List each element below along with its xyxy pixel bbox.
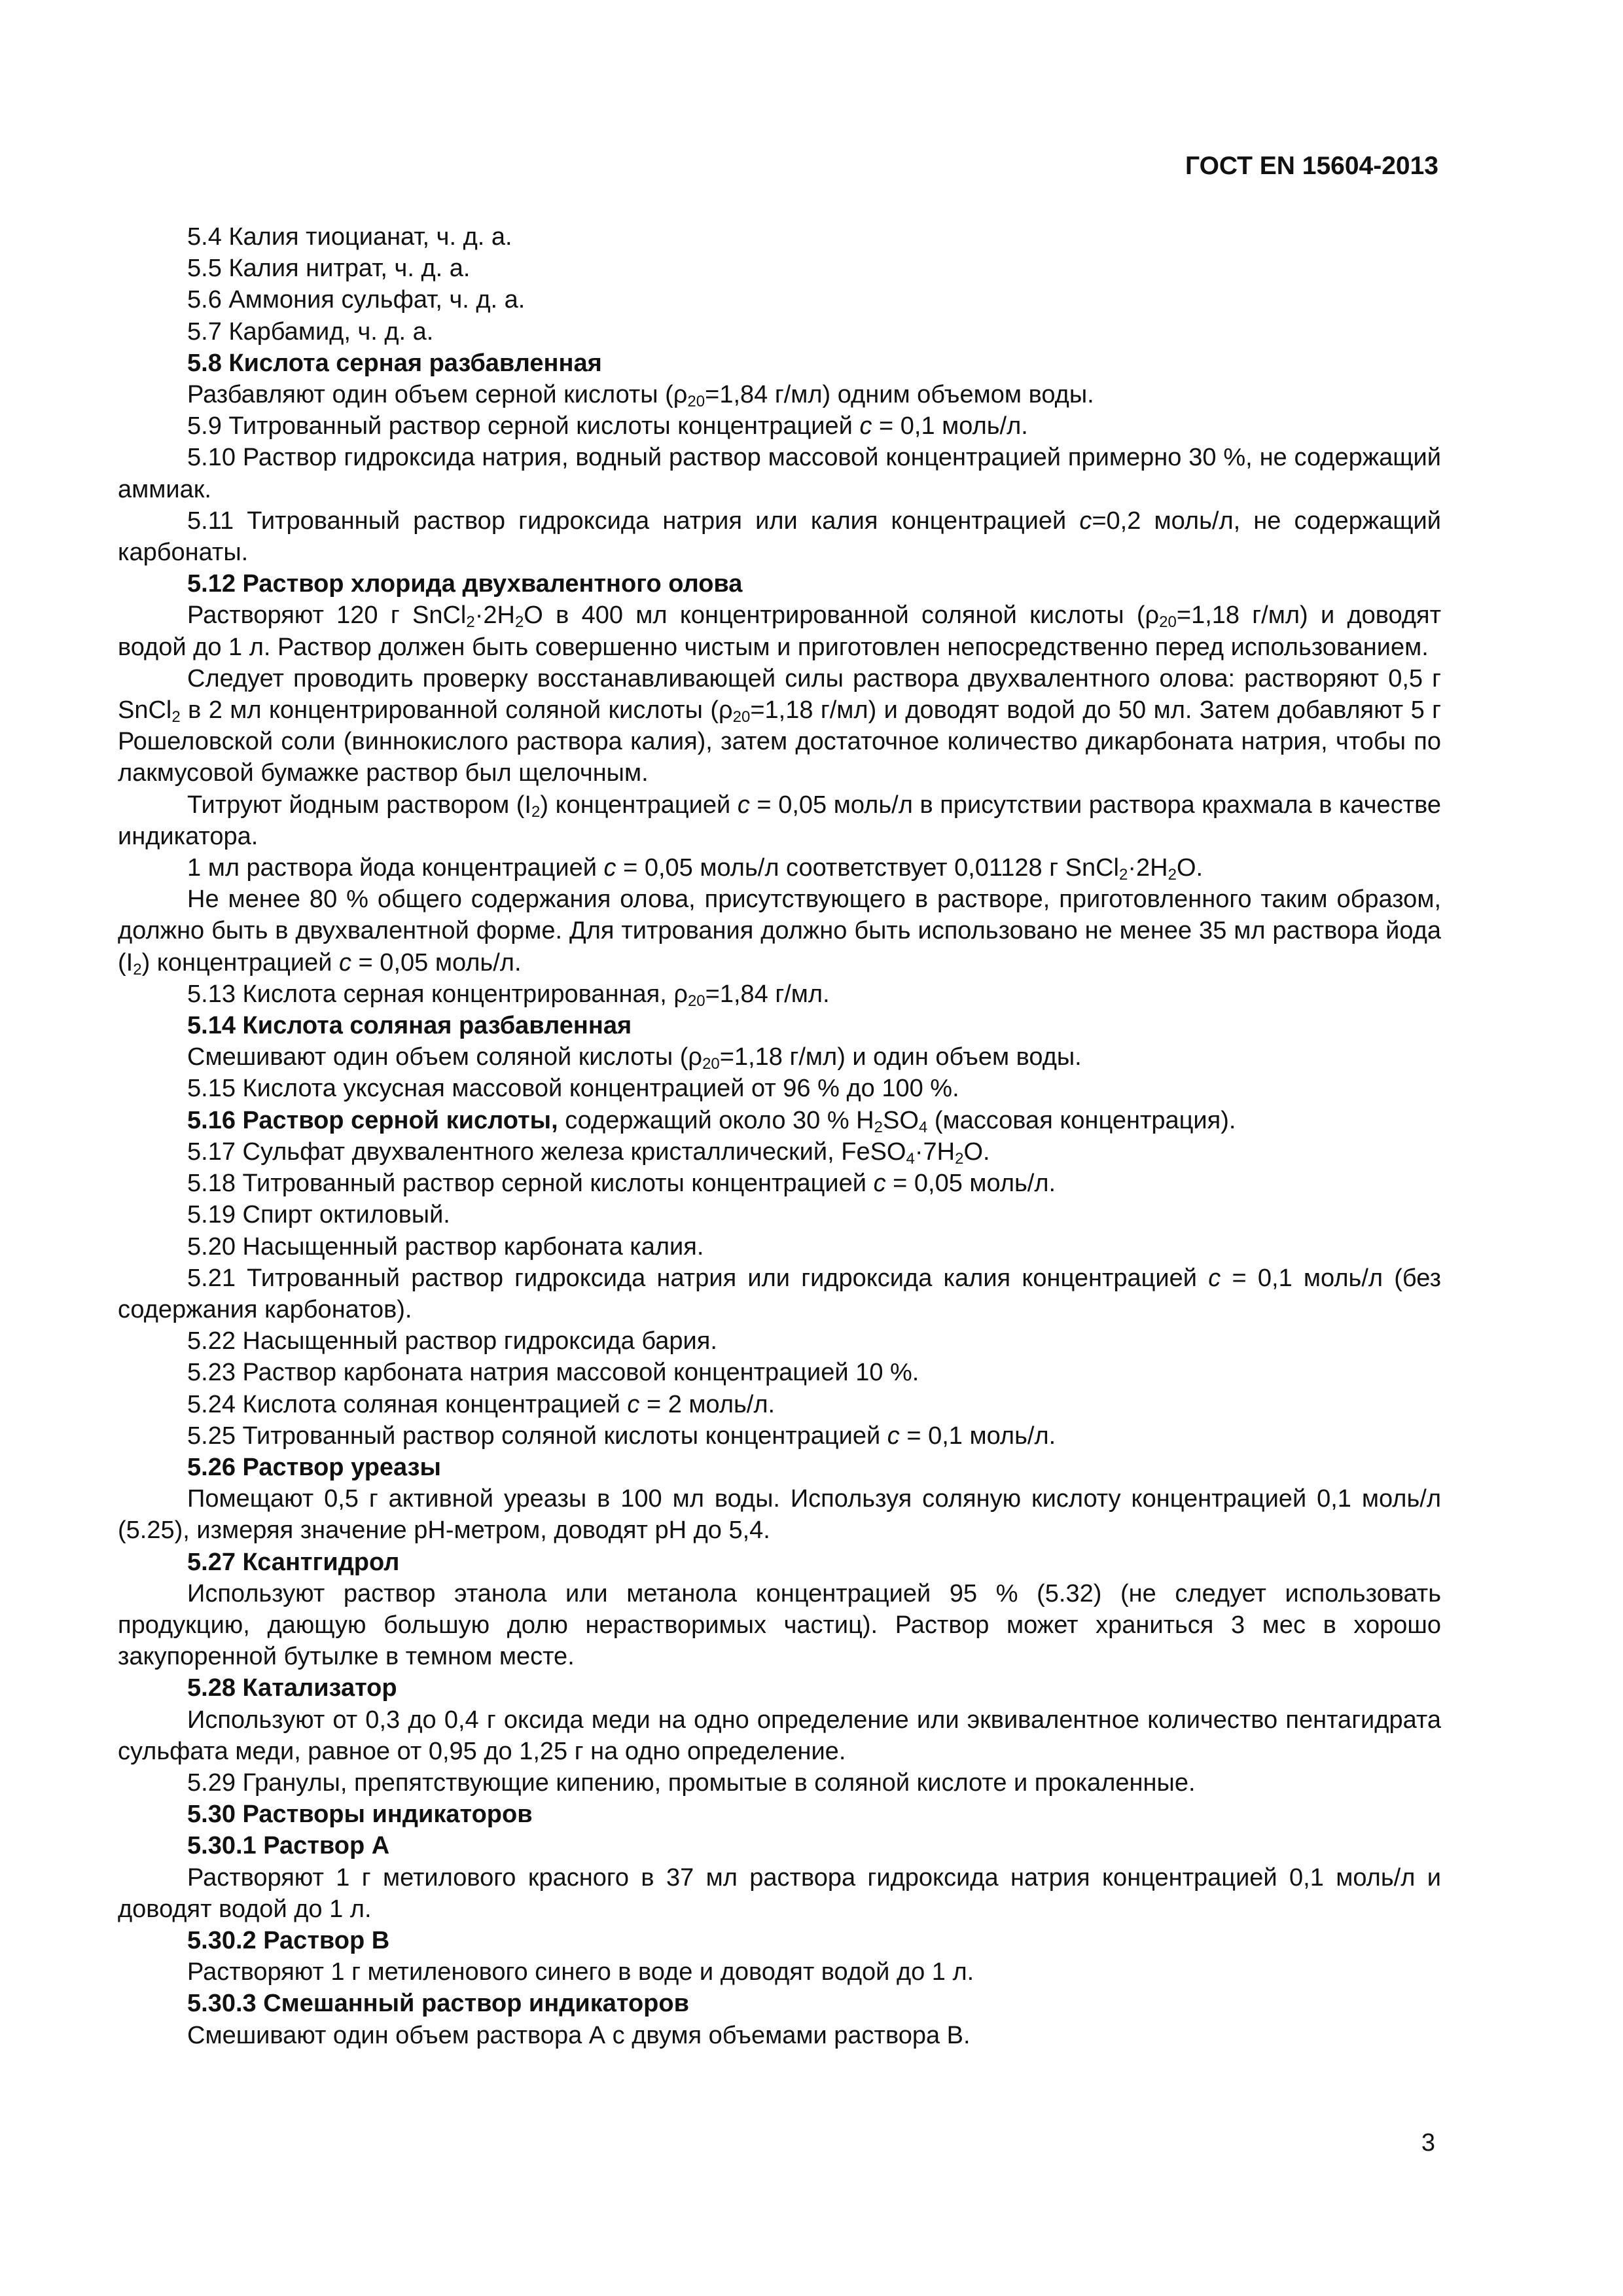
section-heading <box>118 1830 1441 1861</box>
text-run: Не менее 80 % общего содержания олова, присутствующего в растворе, приготовленного таким образом, должно быть в двухвалентной форме. Для титрования должно быть использовано не менее 35 мл раствора йода (I <box>118 886 1441 977</box>
text-run: = 0,05 моль/л соответствует 0,01128 г SnCl <box>616 854 1119 882</box>
text-run: 2 <box>133 960 142 978</box>
text-run: 20 <box>702 1055 720 1073</box>
section-heading <box>118 1010 1441 1041</box>
text-run: 5.23 Раствор карбоната натрия массовой концентрацией 10 %. <box>187 1359 919 1387</box>
paragraph <box>118 1105 1441 1136</box>
text-run: 5.30.2 Раствор В <box>187 1926 390 1954</box>
text-run: =1,84 г/мл. <box>705 980 830 1008</box>
text-run: 5.7 Карбамид, ч. д. а. <box>187 317 434 346</box>
text-run: 5.10 Раствор гидроксида натрия, водный раствор массовой концентрацией примерно 30 %, не содержащий аммиак. <box>118 444 1441 503</box>
text-run: 5.28 Катализатор <box>187 1674 397 1702</box>
text-run: Смешивают один объем соляной кислоты (ρ <box>187 1043 703 1071</box>
paragraph <box>118 1136 1441 1168</box>
text-run: O. <box>1176 854 1204 882</box>
paragraph <box>118 600 1441 662</box>
paragraph <box>118 852 1441 884</box>
text-run: 5.24 Кислота соляная концентрацией <box>187 1390 628 1418</box>
text-run: 20 <box>687 393 705 411</box>
text-run: 4 <box>918 1118 928 1136</box>
text-run: 2 <box>955 1149 964 1168</box>
text-run: 5.27 Ксантгидрол <box>187 1548 400 1576</box>
text-run: c <box>887 1422 900 1450</box>
text-run: в 2 мл концентрированной соляной кислоты (ρ <box>180 696 733 725</box>
paragraph <box>118 1325 1441 1357</box>
text-run: 5.21 Титрованный раствор гидроксида натрия или гидроксида калия концентрацией <box>187 1264 1209 1292</box>
text-run: 5.6 Аммония сульфат, ч. д. а. <box>187 286 526 314</box>
text-run: c <box>859 412 872 440</box>
text-run: 5.30.1 Раствор А <box>187 1832 390 1860</box>
text-run: 5.8 Кислота серная разбавленная <box>187 349 602 377</box>
text-run: 5.12 Раствор хлорида двухвалентного олова <box>187 570 743 598</box>
text-run: ·2H <box>474 601 515 630</box>
text-run: Смешивают один объем раствора А с двумя объемами раствора В. <box>187 2021 971 2049</box>
paragraph <box>118 1862 1441 1925</box>
paragraph <box>118 1483 1441 1546</box>
paragraph <box>118 1389 1441 1420</box>
text-run: SO <box>883 1106 919 1134</box>
paragraph <box>118 505 1441 568</box>
text-run: Помещают 0,5 г активной уреазы в 100 мл воды. Используя соляную кислоту концентрацией 0,1 моль/л (5.25), измеряя значение рН-метром, доводят рН до 5,4. <box>118 1485 1441 1545</box>
text-run: c <box>627 1390 640 1418</box>
section-heading <box>118 348 1441 379</box>
text-run: 5.20 Насыщенный раствор карбоната калия. <box>187 1232 704 1261</box>
text-run: 5.17 Сульфат двухвалентного железа кристаллический, FeSO <box>187 1138 906 1166</box>
text-run: 20 <box>687 992 705 1010</box>
text-run: Используют от 0,3 до 0,4 г оксида меди на одно определение или эквивалентное количество пентагидрата сульфата меди, равное от 0,95 до 1,25 г на одно определение. <box>118 1706 1441 1765</box>
text-run: c <box>737 791 750 819</box>
text-run: 20 <box>1159 613 1177 632</box>
section-heading <box>118 1799 1441 1830</box>
text-run: ) концентрацией <box>540 791 738 819</box>
text-run: = 2 моль/л. <box>639 1390 776 1418</box>
text-run: = 0,05 моль/л в присутствии раствора крахмала в качестве индикатора. <box>118 791 1441 850</box>
text-run: O в 400 мл концентрированной соляной кислоты (ρ <box>524 601 1160 630</box>
text-run: ) концентрацией <box>141 948 339 977</box>
paragraph <box>118 884 1441 978</box>
text-run: ·7H <box>914 1138 955 1166</box>
section-heading <box>118 568 1441 600</box>
text-run: 2 <box>466 613 475 632</box>
text-run: 5.4 Калия тиоцианат, ч. д. а. <box>187 223 512 251</box>
paragraph <box>118 1704 1441 1767</box>
paragraph <box>118 253 1441 284</box>
document-header-gost: ГОСТ EN 15604-2013 <box>1185 152 1438 180</box>
text-run: Следует проводить проверку восстанавливающей силы раствора двухвалентного олова: растворяют 0,5 г SnCl <box>118 664 1441 725</box>
text-run: Растворяют 1 г метиленового синего в воде и доводят водой до 1 л. <box>187 1958 974 1986</box>
text-run: = 0,1 моль/л. <box>872 412 1028 440</box>
text-run: 5.15 Кислота уксусная массовой концентрацией от 96 % до 100 %. <box>187 1075 959 1103</box>
text-run: 5.9 Титрованный раствор серной кислоты концентрацией <box>187 412 860 440</box>
text-run: O. <box>963 1138 990 1166</box>
text-run: = 0,05 моль/л. <box>885 1170 1056 1198</box>
text-run: (массовая концентрация). <box>927 1106 1236 1134</box>
text-run: 5.19 Спирт октиловый. <box>187 1201 450 1229</box>
text-run: 5.13 Кислота серная концентрированная, ρ <box>187 980 688 1008</box>
paragraph <box>118 1199 1441 1230</box>
document-body <box>118 221 1441 2051</box>
section-heading <box>118 1672 1441 1704</box>
text-run: = 0,1 моль/л (без содержания карбонатов). <box>118 1264 1441 1323</box>
paragraph <box>118 1956 1441 1988</box>
text-run: = 0,1 моль/л. <box>899 1422 1056 1450</box>
page-number: 3 <box>1421 2129 1435 2157</box>
text-run: c <box>603 854 616 882</box>
text-run: 20 <box>732 708 751 726</box>
paragraph <box>118 789 1441 852</box>
text-run: 2 <box>874 1118 883 1136</box>
text-run: 5.5 Калия нитрат, ч. д. а. <box>187 255 471 283</box>
text-run: c <box>339 948 351 977</box>
text-run: =0,2 моль/л, не содержащий карбонаты. <box>118 507 1441 567</box>
text-run: 2 <box>1118 866 1128 884</box>
text-run: 2 <box>531 802 541 821</box>
paragraph <box>118 1168 1441 1199</box>
paragraph <box>118 379 1441 410</box>
text-run: ·2H <box>1128 854 1168 882</box>
text-run: содержащий около 30 % H <box>558 1106 874 1134</box>
section-heading <box>118 1988 1441 2019</box>
text-run: 5.30.3 Смешанный раствор индикаторов <box>187 1990 689 2018</box>
text-run: 5.22 Насыщенный раствор гидроксида бария. <box>187 1327 717 1355</box>
text-run: =1,18 г/мл) и доводят водой до 1 л. Раствор должен быть совершенно чистым и приготовлен непосредственно перед использованием. <box>118 601 1441 661</box>
paragraph <box>118 1357 1441 1388</box>
paragraph <box>118 978 1441 1010</box>
section-heading <box>118 1925 1441 1956</box>
paragraph <box>118 316 1441 348</box>
paragraph <box>118 1041 1441 1073</box>
paragraph <box>118 410 1441 442</box>
text-run: c <box>1079 507 1092 535</box>
text-run: c <box>1208 1264 1221 1292</box>
text-run: 5.11 Титрованный раствор гидроксида натрия или калия концентрацией <box>187 507 1080 535</box>
paragraph <box>118 442 1441 505</box>
text-run: Растворяют 120 г SnCl <box>187 601 467 630</box>
text-run: 2 <box>171 708 181 726</box>
text-run: =1,84 г/мл) одним объемом воды. <box>705 381 1094 409</box>
text-run: c <box>873 1170 886 1198</box>
paragraph <box>118 2020 1441 2051</box>
paragraph <box>118 1073 1441 1104</box>
text-run: 5.14 Кислота соляная разбавленная <box>187 1012 632 1040</box>
text-run: 2 <box>1168 866 1177 884</box>
paragraph <box>118 221 1441 253</box>
paragraph <box>118 1263 1441 1325</box>
text-run: 5.30 Растворы индикаторов <box>187 1801 533 1829</box>
text-run: 2 <box>514 613 524 632</box>
text-run: =1,18 г/мл) и доводят водой до 50 мл. Затем добавляют 5 г Рошеловской соли (виннокислого раствора калия), затем достаточное количество дикарбоната натрия, чтобы по лакмусовой бумажке раствор был щелочным. <box>118 696 1442 787</box>
text-run: 5.18 Титрованный раствор серной кислоты концентрацией <box>187 1170 874 1198</box>
text-run: Разбавляют один объем серной кислоты (ρ <box>187 381 688 409</box>
text-run: Используют раствор этанола или метанола концентрацией 95 % (5.32) (не следует использовать продукцию, дающую большую долю нерастворимых частиц). Раствор может храниться 3 мес в хорошо закупоренной бутылке в темном месте. <box>118 1579 1441 1671</box>
paragraph <box>118 284 1441 315</box>
paragraph <box>118 1578 1441 1673</box>
text-run: =1,18 г/мл) и один объем воды. <box>719 1043 1082 1071</box>
paragraph <box>118 663 1441 789</box>
text-run: 5.29 Гранулы, препятствующие кипению, промытые в соляной кислоте и прокаленные. <box>187 1768 1196 1797</box>
text-run: 5.16 Раствор серной кислоты, <box>187 1106 558 1134</box>
text-run: 4 <box>906 1149 915 1168</box>
paragraph <box>118 1420 1441 1452</box>
text-run: 5.26 Раствор уреазы <box>187 1453 441 1481</box>
text-run: 1 мл раствора йода концентрацией <box>187 854 604 882</box>
section-heading <box>118 1452 1441 1483</box>
text-run: = 0,05 моль/л. <box>351 948 522 977</box>
paragraph <box>118 1231 1441 1263</box>
text-run: Растворяют 1 г метилового красного в 37 мл раствора гидроксида натрия концентрацией 0,1 моль/л и доводят водой до 1 л. <box>118 1863 1441 1923</box>
text-run: Титруют йодным раствором (I <box>187 791 531 819</box>
paragraph <box>118 1767 1441 1799</box>
section-heading <box>118 1547 1441 1578</box>
text-run: 5.25 Титрованный раствор соляной кислоты концентрацией <box>187 1422 887 1450</box>
